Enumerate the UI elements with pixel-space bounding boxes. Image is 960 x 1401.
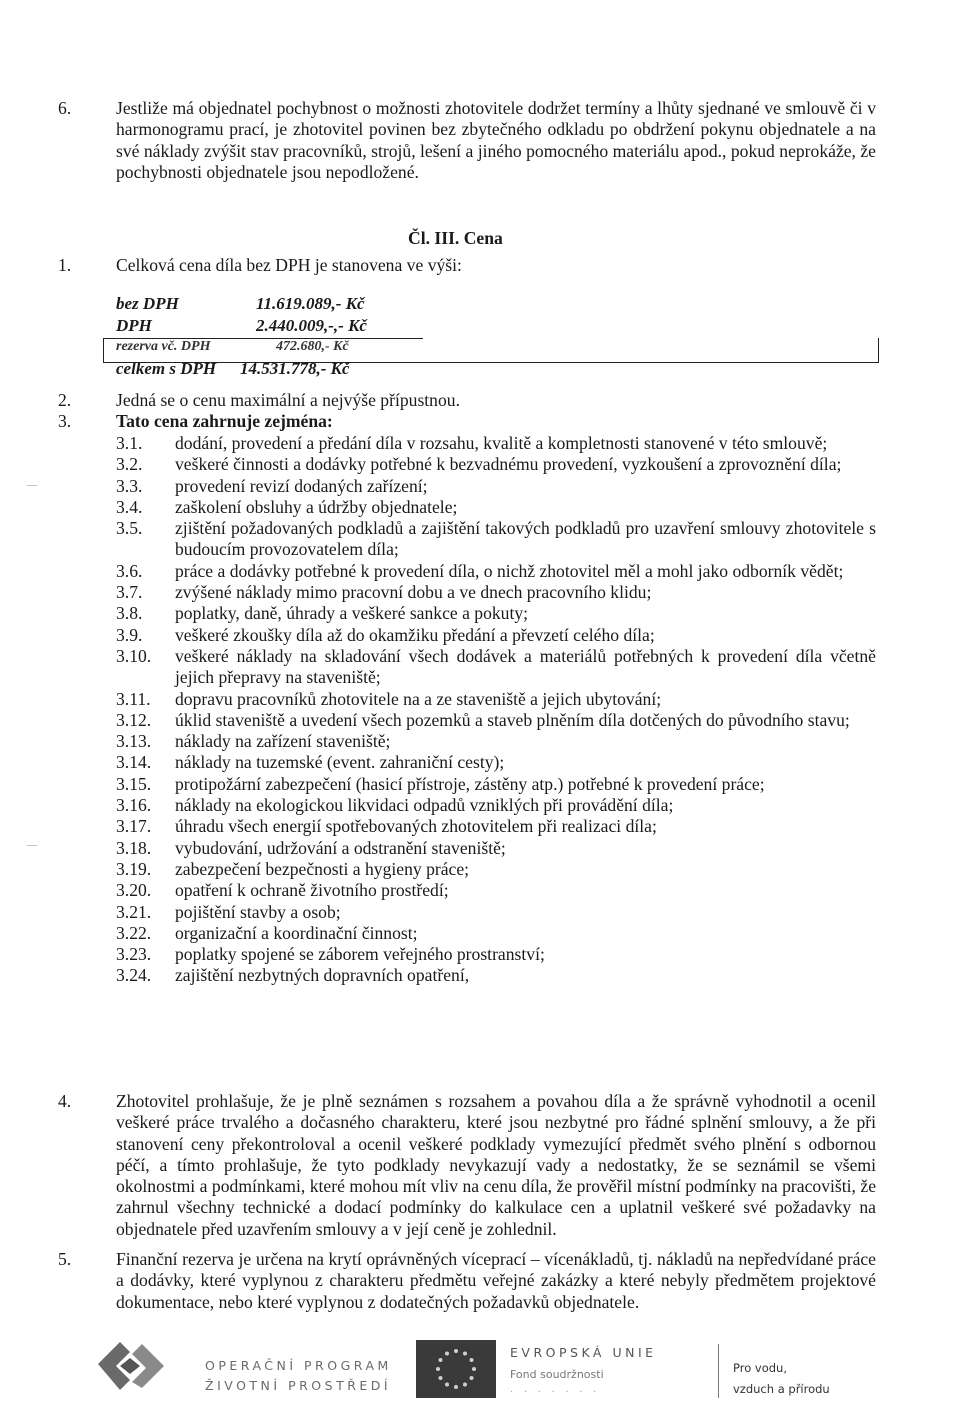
item-text: dodání, provedení a předání díla v rozsahu, kvalitě a kompletnosti stanovené v této smlouvě;: [175, 433, 828, 453]
item-number: 3.23.: [116, 944, 152, 965]
list-item: [116, 582, 876, 603]
price-box: [103, 338, 879, 363]
item-text: náklady na zařízení staveniště;: [175, 731, 391, 752]
item-text: náklady na ekologickou likvidaci odpadů vzniklých při provádění díla;: [175, 795, 674, 816]
item-text: zjištění požadovaných podkladů a zajištění takových podkladů pro uzavření smlouvy zhotovitele s budoucím provozovatelem díla;: [175, 518, 876, 560]
footer: [0, 1330, 960, 1401]
item-text: veškeré činnosti a dodávky potřebné k bezvadnému provedení, vyzkoušení a zprovoznění díla;: [175, 454, 842, 475]
item-number: 3.5.: [116, 518, 143, 539]
point-5-number: 5.: [58, 1249, 72, 1269]
item-number: 3.3.: [116, 475, 143, 496]
article-heading: Čl. III. Cena: [408, 228, 503, 248]
item-number: 3.22.: [116, 922, 152, 943]
item-text: poplatky, daně, úhrady a veškeré sankce a pokuty;: [175, 603, 529, 624]
price-label: rezerva vč. DPH: [116, 339, 211, 354]
item-number: 3.13.: [116, 731, 152, 752]
item-number: 3.18.: [116, 837, 152, 858]
item-number: 3.8.: [116, 603, 143, 624]
item-text: veškeré zkoušky díla až do okamžiku předání a převzetí celého díla;: [175, 624, 655, 645]
item-number: 3.14.: [116, 752, 152, 773]
scan-mark: —: [26, 478, 38, 492]
item-text: pojištění stavby a osob;: [175, 901, 341, 922]
item-text: protipožární zabezpečení (hasicí přístroje, zástěny atp.) potřebné k provedení práce;: [175, 773, 765, 794]
footer-divider: [718, 1344, 719, 1398]
item-text: opatření k ochraně životního prostředí;: [175, 880, 449, 901]
item-number: 3.4.: [116, 496, 143, 517]
item-text: náklady na tuzemské (event. zahraniční cesty);: [175, 752, 505, 773]
list-item: [116, 838, 876, 859]
slogan-line1: Pro vodu,: [733, 1361, 787, 1375]
item-number: 3.17.: [116, 816, 152, 837]
list-item: [116, 603, 876, 624]
item-number: 3.12.: [116, 709, 152, 730]
price-label: celkem s DPH: [116, 358, 217, 378]
list-item: [116, 923, 876, 944]
list-item: [116, 518, 876, 561]
item-text: vybudování, udržování a odstranění staveniště;: [175, 837, 506, 858]
price-label: bez DPH: [116, 294, 179, 313]
list-item: [116, 689, 876, 710]
item-number: 3.20.: [116, 880, 152, 901]
price-value: 472.680,- Kč: [276, 339, 349, 354]
point-4-number: 4.: [58, 1091, 72, 1111]
point-2-number: 2.: [58, 390, 72, 410]
item-text: poplatky spojené se záborem veřejného prostranství;: [175, 944, 545, 965]
point-3-heading: Tato cena zahrnuje zejména:: [116, 411, 333, 431]
eu-decoration: · · · · · · ·: [510, 1387, 601, 1398]
list-item: [116, 731, 876, 752]
price-value: 14.531.778,- Kč: [240, 358, 350, 378]
list-item: [116, 710, 876, 731]
item-number: 3.19.: [116, 858, 152, 879]
list-item: [116, 774, 876, 795]
programme-name-line1: OPERAČNÍ PROGRAM: [205, 1358, 392, 1373]
list-item: [116, 965, 876, 986]
point-5-text: Finanční rezerva je určena na krytí oprávněných víceprací – vícenákladů, tj. nákladů na nepředvídané práce a dodávky, které vyplynou z charakteru předmětu veřejné zakázky a které nebyly předmětem projektové dokumentace, nebo které vyplynou z dodatečných požadavků objednatele.: [116, 1249, 876, 1312]
price-label: DPH: [116, 315, 152, 335]
included-items-list: [116, 433, 876, 987]
item-text: úhradu všech energií spotřebovaných zhotovitelem při realizaci díla;: [175, 816, 657, 837]
item-number: 3.21.: [116, 901, 152, 922]
point-2-text: Jedná se o cenu maximální a nejvýše přípustnou.: [116, 390, 460, 410]
eu-subtitle: Fond soudržnosti: [510, 1368, 604, 1381]
list-item: [116, 561, 876, 582]
eu-flag-icon: [416, 1340, 496, 1398]
eu-title: EVROPSKÁ UNIE: [510, 1345, 657, 1360]
list-item: [116, 625, 876, 646]
item-text: zabezpečení bezpečnosti a hygieny práce;: [175, 858, 470, 879]
item-number: 3.7.: [116, 582, 143, 603]
list-item: [116, 880, 876, 901]
item-number: 3.9.: [116, 624, 143, 645]
list-item: [116, 646, 876, 689]
item-number: 3.11.: [116, 688, 151, 709]
list-item: [116, 902, 876, 923]
price-value: 2.440.009,-,- Kč: [256, 315, 367, 335]
item-text: dopravu pracovníků zhotovitele na a ze staveniště a jejich ubytování;: [175, 688, 662, 709]
item-text: provedení revizí dodaných zařízení;: [175, 475, 428, 496]
section-6-number: 6.: [58, 98, 72, 118]
item-text: úklid staveniště a uvedení všech pozemků a staveb plněním díla dotčených do původního stavu;: [175, 709, 850, 730]
item-number: 3.16.: [116, 795, 152, 816]
item-text: organizační a koordinační činnost;: [175, 922, 418, 943]
operational-programme-logo-icon: [90, 1338, 172, 1396]
item-text: práce a dodávky potřebné k provedení díla, o nichž zhotovitel měl a mohl jako odborník vědět;: [175, 560, 844, 581]
scan-mark: —: [26, 838, 38, 852]
list-item: [116, 752, 876, 773]
item-number: 3.1.: [116, 433, 143, 453]
slogan-line2: vzduch a přírodu: [733, 1382, 830, 1396]
item-text: zaškolení obsluhy a údržby objednatele;: [175, 496, 458, 517]
item-number: 3.10.: [116, 645, 152, 666]
list-item: [116, 859, 876, 880]
point-3-number: 3.: [58, 411, 72, 431]
list-item: [116, 497, 876, 518]
list-item: [116, 433, 876, 454]
point-4-text: Zhotovitel prohlašuje, že je plně seznámen s rozsahem a povahou díla a že správně vyhodnotil a ocenil veškeré práce trvalého a dočasného charakteru, které jsou nezbytné pro řádné splnění smlouvy, a že při stanovení ceny překontroloval a ocenil veškeré podklady vymezující předmět svého plnění s odbornou péčí, a tímto prohlašuje, že tyto podklady nevykazují vady a nedostatky, že se seznámil se všemi okolnostmi a podmínkami, které mohou mít vliv na cenu díla, že prověřil místní podmínky na pracovišti, že zahrnul všechny technické a dodací podmínky do kalkulace cen a uplatnil veškeré své požadavky na objednatele před uzavřením smlouvy a v její ceně je zohlednil.: [116, 1091, 876, 1239]
programme-name-line2: ŽIVOTNÍ PROSTŘEDÍ: [205, 1378, 392, 1393]
point-1-number: 1.: [58, 255, 72, 275]
list-item: [116, 476, 876, 497]
list-item: [116, 944, 876, 965]
item-number: 3.2.: [116, 454, 143, 475]
item-number: 3.24.: [116, 965, 152, 986]
item-text: zajištění nezbytných dopravních opatření,: [175, 965, 470, 986]
item-text: zvýšené náklady mimo pracovní dobu a ve dnech pracovního klidu;: [175, 582, 652, 603]
price-value: 11.619.089,- Kč: [256, 294, 365, 313]
item-number: 3.6.: [116, 560, 143, 581]
point-1-text: Celková cena díla bez DPH je stanovena ve výši:: [116, 255, 462, 275]
list-item: [116, 795, 876, 816]
item-number: 3.15.: [116, 773, 152, 794]
list-item: [116, 454, 876, 475]
section-6-text: Jestliže má objednatel pochybnost o možnosti zhotovitele dodržet termíny a lhůty sjednané ve smlouvě či v harmonogramu prací, je zhotovitel povinen bez zbytečného odkladu po obdržení pokynu objednatele a na své náklady zvýšit stav pracovníků, strojů, lešení a jiného pomocného materiálu apod., pokud neprokáže, že pochybnosti objednatele jsou nepodložené.: [116, 98, 876, 182]
list-item: [116, 816, 876, 837]
item-text: veškeré náklady na skladování všech dodávek a materiálů potřebných k provedení díla včetně jejich přepravy na staveniště;: [175, 645, 876, 688]
